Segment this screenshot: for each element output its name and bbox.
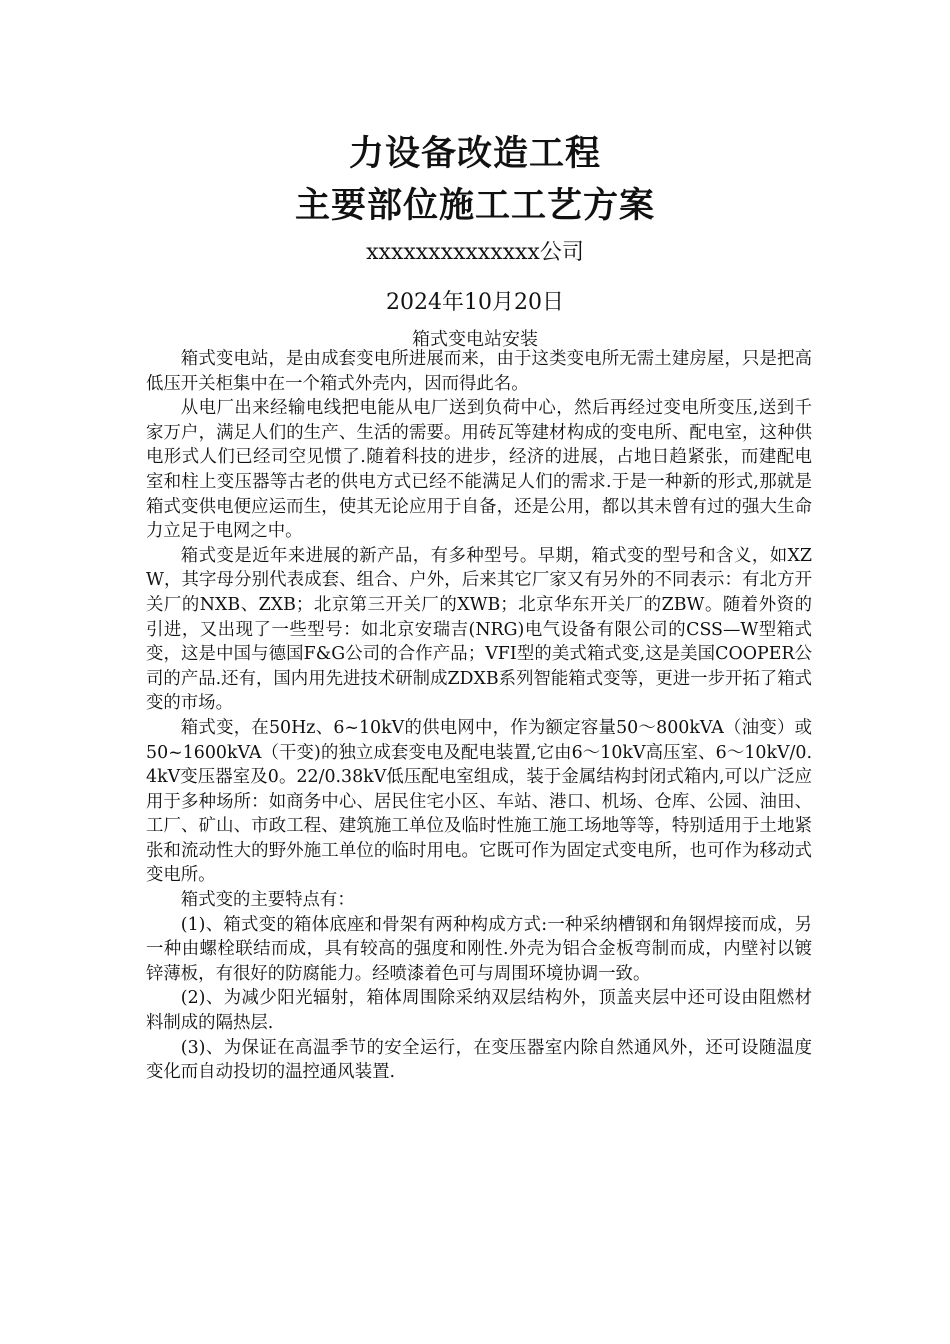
paragraph-feature-2: (2)、为减少阳光辐射，箱体周围除采纳双层结构外，顶盖夹层中还可设由阻燃材料制成的隔热层. (146, 988, 812, 1034)
paragraph-intro: 箱式变电站，是由成套变电所进展而来，由于这类变电所无需土建房屋，只是把高低压开关柜集中在一个箱式外壳内，因而得此名。 (146, 349, 812, 394)
body-text (146, 347, 812, 1085)
paragraph-features-heading: 箱式变的主要特点有： (180, 890, 355, 911)
paragraph-feature-1: (1)、箱式变的箱体底座和骨架有两种构成方式:一种采纳槽钢和角钢焊接而成，另一种由螺栓联结而成，具有较高的强度和刚性.外壳为铝合金板弯制而成，内壁衬以镀锌薄板，有很好的防腐能力。经喷漆着色可与周围环境协调一致。 (146, 914, 812, 984)
document-date: 2024年10月20日 (386, 290, 564, 315)
paragraph-feature-3: (3)、为保证在高温季节的安全运行，在变压器室内除自然通风外，还可设随温度变化而自动投切的温控通风装置. (146, 1037, 812, 1083)
document-title-line-1: 力设备改造工程 (348, 133, 601, 174)
paragraph-models: 箱式变是近年来进展的新产品，有多种型号。早期，箱式变的型号和含义，如XZW，其字母分别代表成套、组合、户外，后来其它厂家又有另外的不同表示：有北方开关厂的NXB、ZXB；北京第三开关厂的XWB；北京华东开关厂的ZBW。随着外资的引进，又出现了一些型号：如北京安瑞吉(NRG)电气设备有限公司的CSS—W型箱式变，这是中国与德国F&G公司的合作产品；VFI型的美式箱式变,这是美国COOPER公司的产品.还有，国内用先进技术研制成ZDXB系列智能箱式变等，更进一步开拓了箱式变的市场。 (146, 545, 812, 714)
company-name: xxxxxxxxxxxxxx公司 (366, 240, 584, 265)
paragraph-history: 从电厂出来经输电线把电能从电厂送到负荷中心，然后再经过变电所变压,送到千家万户，满足人们的生产、生活的需要。用砖瓦等建材构成的变电所、配电室，这种供电形式人们已经司空见惯了.随着科技的进步，经济的进展，占地日趋紧张，而建配电室和柱上变压器等古老的供电方式已经不能满足人们的需求.于是一种新的形式,那就是箱式变供电便应运而生，使其无论应用于自备，还是公用，都以其未曾有过的强大生命力立足于电网之中。 (146, 398, 812, 542)
paragraph-specification: 箱式变，在50Hz、6~10kV的供电网中，作为额定容量50～800kVA（油变）或50~1600kVA（干变)的独立成套变电及配电装置,它由6～10kV高压室、6～10kV/0.4kV变压器室及0。22/0.38kV低压配电室组成，装于金属结构封闭式箱内,可以广泛应用于多种场所：如商务中心、居民住宅小区、车站、港口、机场、仓库、公园、油田、工厂、矿山、市政工程、建筑施工单位及临时性施工施工场地等等，特别适用于土地紧张和流动性大的野外施工单位的临时用电。它既可作为固定式变电所，也可作为移动式变电所。 (146, 717, 812, 886)
document-title-line-2: 主要部位施工工艺方案 (294, 185, 655, 226)
section-heading: 箱式变电站安装 (412, 329, 538, 350)
